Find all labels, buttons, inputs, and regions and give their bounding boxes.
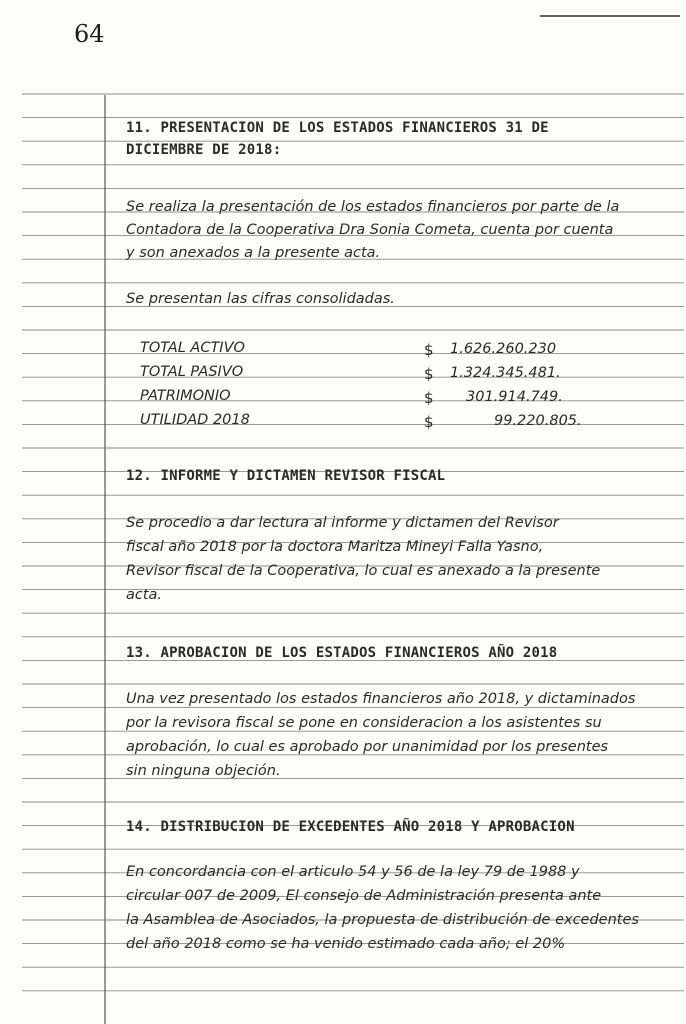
- section-13-body-line-2: por la revisora fiscal se pone en consideracion a los asistentes su: [126, 715, 602, 731]
- section-14-body-line-2: circular 007 de 2009, El consejo de Administración presenta ante: [126, 888, 602, 904]
- section-11-heading-line-2: DICIEMBRE DE 2018:: [126, 142, 282, 158]
- figure-amount-patrimonio: 301.914.749.: [466, 389, 563, 405]
- section-12-body-line-3: Revisor fiscal de la Cooperativa, lo cual es anexado a la presente: [126, 563, 601, 579]
- figure-label-patrimonio: PATRIMONIO: [140, 388, 231, 404]
- figure-label-total-pasivo: TOTAL PASIVO: [140, 364, 244, 380]
- section-13-body-line-4: sin ninguna objeción.: [126, 763, 281, 779]
- section-13-body-line-3: aprobación, lo cual es aprobado por unanimidad por los presentes: [126, 739, 609, 755]
- section-12-body-line-1: Se procedio a dar lectura al informe y dictamen del Revisor: [126, 515, 559, 531]
- currency-sign: $: [424, 389, 434, 407]
- section-14-body-line-3: la Asamblea de Asociados, la propuesta de distribución de excedentes: [126, 912, 639, 928]
- section-14-body-line-1: En concordancia con el articulo 54 y 56 de la ley 79 de 1988 y: [126, 864, 580, 880]
- section-14-heading: 14. DISTRIBUCION DE EXCEDENTES AÑO 2018 Y APROBACION: [126, 819, 575, 835]
- section-11-body-line-2: Contadora de la Cooperativa Dra Sonia Cometa, cuenta por cuenta: [126, 222, 614, 238]
- figure-amount-total-pasivo: 1.324.345.481.: [450, 365, 561, 381]
- section-12-heading: 12. INFORME Y DICTAMEN REVISOR FISCAL: [126, 468, 446, 484]
- figure-amount-utilidad: 99.220.805.: [494, 413, 582, 429]
- section-12-body-line-4: acta.: [126, 587, 163, 603]
- figure-amount-total-activo: 1.626.260.230: [450, 341, 557, 357]
- page-number: 64: [74, 20, 105, 48]
- section-13-body-line-1: Una vez presentado los estados financieros año 2018, y dictaminados: [126, 691, 636, 707]
- figures-intro: Se presentan las cifras consolidadas.: [126, 291, 395, 307]
- section-14-body-line-4: del año 2018 como se ha venido estimado cada año; el 20%: [126, 936, 566, 952]
- currency-sign: $: [424, 365, 434, 383]
- currency-sign: $: [424, 341, 434, 359]
- section-11-heading-line-1: 11. PRESENTACION DE LOS ESTADOS FINANCIEROS 31 DE: [126, 120, 549, 136]
- section-12-body-line-2: fiscal año 2018 por la doctora Maritza Mineyi Falla Yasno,: [126, 539, 544, 555]
- section-13-heading: 13. APROBACION DE LOS ESTADOS FINANCIEROS AÑO 2018: [126, 645, 558, 661]
- section-11-body-line-3: y son anexados a la presente acta.: [126, 245, 381, 261]
- figure-label-utilidad: UTILIDAD 2018: [140, 412, 250, 428]
- currency-sign: $: [424, 413, 434, 431]
- figure-label-total-activo: TOTAL ACTIVO: [140, 340, 245, 356]
- section-11-body-line-1: Se realiza la presentación de los estados financieros por parte de la: [126, 199, 620, 215]
